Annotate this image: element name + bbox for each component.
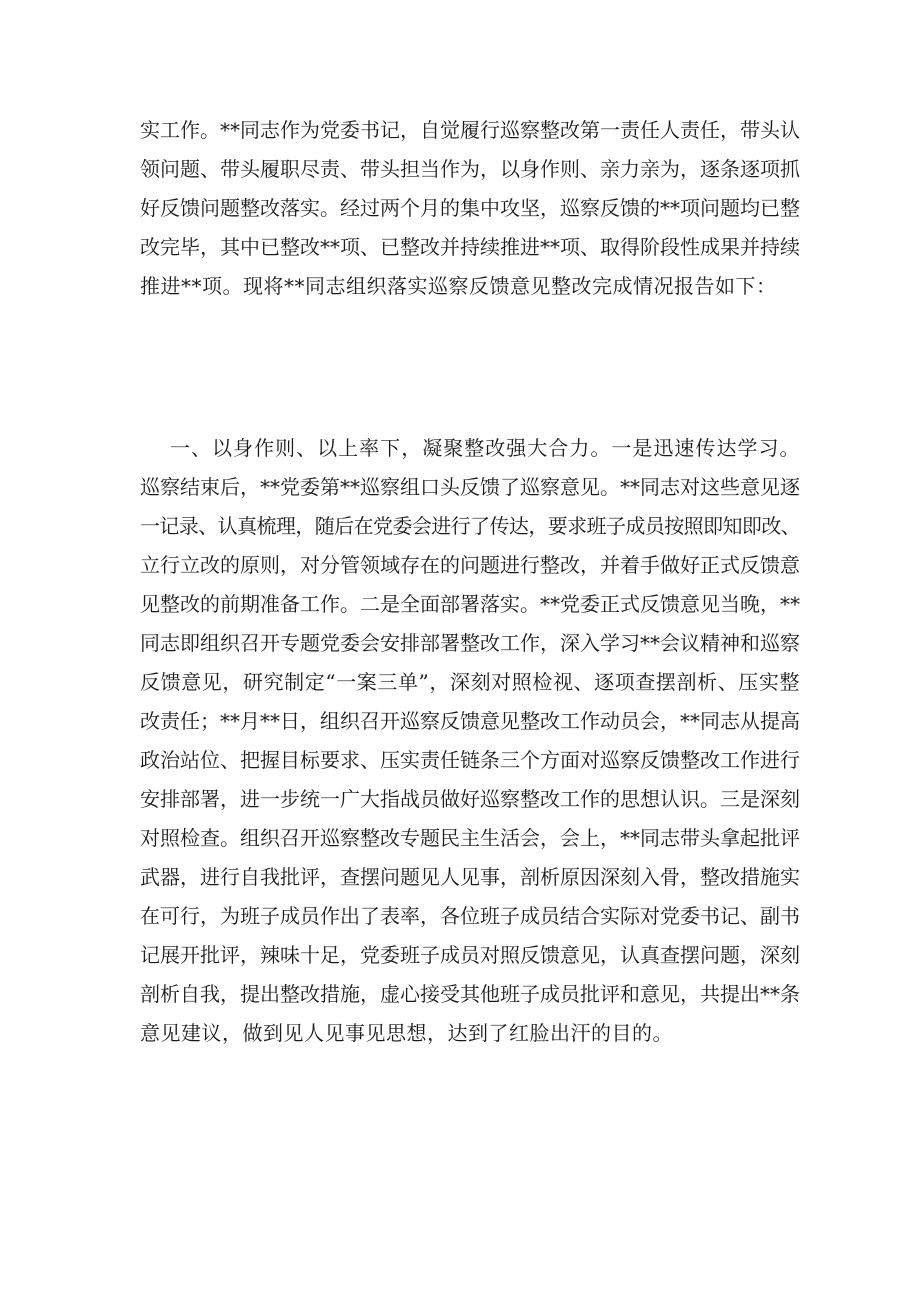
text-line: 领问题、带头履职尽责、带头担当作为，以身作则、亲力亲为，逐条逐项抓 <box>140 157 800 181</box>
text-line: 在可行，为班子成员作出了表率，各位班子成员结合实际对党委书记、副书 <box>140 904 800 928</box>
text-line: 记展开批评，辣味十足，党委班子成员对照反馈意见，认真查摆问题，深刻 <box>140 943 800 967</box>
text-line: 安排部署，进一步统一广大指战员做好巡察整改工作的思想认识。三是深刻 <box>140 787 800 811</box>
text-line: 反馈意见，研究制定“一案三单”，深刻对照检视、逐项查摆剖析、压实整 <box>140 670 800 694</box>
section-heading-line: 一、以身作则、以上率下，凝聚整改强大合力。一是迅速传达学习。 <box>170 436 800 460</box>
text-line: 对照检查。组织召开巡察整改专题民主生活会，会上，**同志带头拿起批评 <box>140 826 800 850</box>
text-line: 改责任；**月**日，组织召开巡察反馈意见整改工作动员会，**同志从提高 <box>140 709 800 733</box>
text-line: 改完毕，其中已整改**项、已整改并持续推进**项、取得阶段性成果并持续 <box>140 235 800 259</box>
text-line: 武器，进行自我批评，查摆问题见人见事，剖析原因深刻入骨，整改措施实 <box>140 865 800 889</box>
text-line: 剖析自我，提出整改措施，虚心接受其他班子成员批评和意见，共提出**条 <box>140 982 800 1006</box>
text-line: 见整改的前期准备工作。二是全面部署落实。**党委正式反馈意见当晚，** <box>140 592 800 616</box>
text-line: 实工作。**同志作为党委书记，自觉履行巡察整改第一责任人责任，带头认 <box>140 118 800 142</box>
paragraph-1 <box>140 111 800 306</box>
text-line: 巡察结束后，**党委第**巡察组口头反馈了巡察意见。**同志对这些意见逐 <box>140 475 800 499</box>
text-line: 好反馈问题整改落实。经过两个月的集中攻坚，巡察反馈的**项问题均已整 <box>140 196 800 220</box>
text-line: 政治站位、把握目标要求、压实责任链条三个方面对巡察反馈整改工作进行 <box>140 748 800 772</box>
text-line: 意见建议，做到见人见事见思想，达到了红脸出汗的目的。 <box>140 1021 673 1045</box>
text-line: 立行立改的原则，对分管领域存在的问题进行整改，并着手做好正式反馈意 <box>140 553 800 577</box>
text-line: 同志即组织召开专题党委会安排部署整改工作，深入学习**会议精神和巡察 <box>140 631 800 655</box>
text-line: 一记录、认真梳理，随后在党委会进行了传达，要求班子成员按照即知即改、 <box>140 514 800 538</box>
paragraph-2 <box>140 429 800 1053</box>
text-line: 推进**项。现将**同志组织落实巡察反馈意见整改完成情况报告如下： <box>140 274 777 298</box>
